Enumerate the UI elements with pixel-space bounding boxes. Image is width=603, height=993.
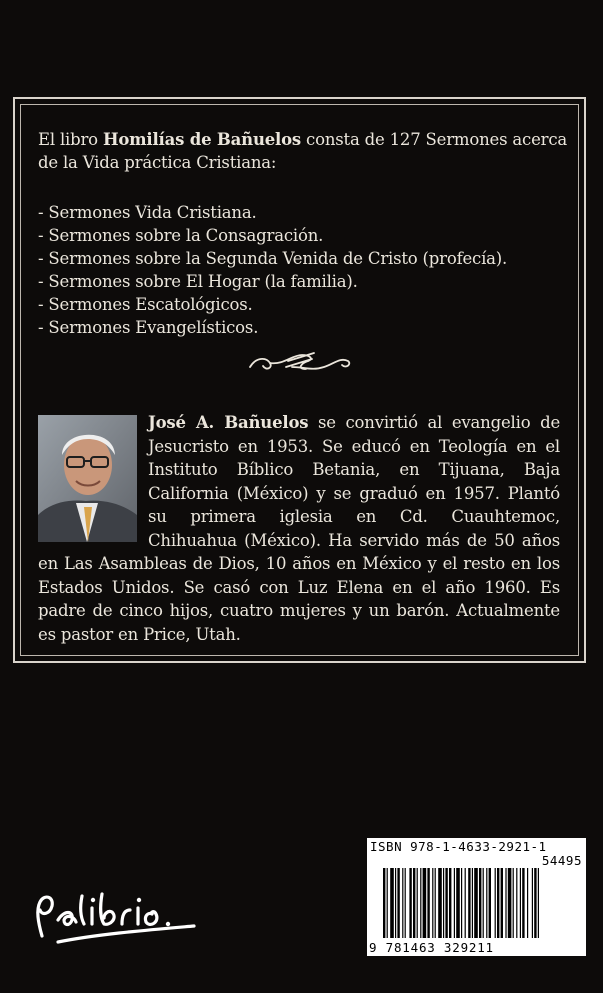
- barcode-bar: [461, 868, 462, 938]
- barcode-bars: [367, 838, 586, 956]
- list-item: - Sermones Escatológicos.: [38, 295, 253, 314]
- barcode-bar: [390, 868, 394, 938]
- barcode-bar: [413, 868, 415, 938]
- barcode-bar: [432, 868, 433, 938]
- barcode-bar: [435, 868, 436, 938]
- barcode-bar: [438, 868, 442, 938]
- barcode-bar: [474, 868, 478, 938]
- isbn-barcode: [367, 838, 586, 956]
- barcode-bar: [489, 868, 491, 938]
- book-title: Homilías de Bañuelos: [102, 130, 302, 149]
- list-item: - Sermones Evangelísticos.: [38, 318, 259, 337]
- barcode-bar: [527, 868, 528, 938]
- barcode-bar: [505, 868, 506, 938]
- ean-digits: 9 781463 329211: [369, 940, 494, 955]
- barcode-bar: [508, 868, 512, 938]
- author-name: José A. Bañuelos: [148, 413, 309, 432]
- barcode-bar: [402, 868, 403, 938]
- barcode-bar: [420, 868, 421, 938]
- barcode-bar: [449, 868, 451, 938]
- barcode-bar: [516, 868, 517, 938]
- intro-paragraph: [38, 128, 568, 174]
- list-item: - Sermones sobre la Consagración.: [38, 226, 324, 245]
- list-item: - Sermones sobre la Segunda Venida de Cristo (profecía).: [38, 249, 508, 268]
- barcode-bar: [465, 868, 466, 938]
- barcode-bar: [522, 868, 524, 938]
- list-item: - Sermones sobre El Hogar (la familia).: [38, 272, 358, 291]
- barcode-bar: [495, 868, 496, 938]
- barcode-bar: [513, 868, 514, 938]
- author-bio: [38, 411, 560, 646]
- barcode-bar: [454, 868, 455, 938]
- flourish-ornament-icon: [248, 347, 352, 375]
- barcode-bar: [383, 868, 385, 938]
- barcode-bar: [520, 868, 521, 938]
- barcode-bar: [534, 868, 536, 938]
- intro-prefix: El libro: [38, 130, 103, 149]
- barcode-bar: [456, 868, 460, 938]
- barcode-bar: [423, 868, 427, 938]
- barcode-bar: [497, 868, 499, 938]
- barcode-bar: [486, 868, 487, 938]
- barcode-bar: [397, 868, 399, 938]
- barcode-bar: [405, 868, 406, 938]
- barcode-bar: [395, 868, 396, 938]
- bio-text: se convirtió al evangelio de Jesucristo en 1953. Se educó en Teología en el Instituto Bíblico Betania, en Tijuana, Baja California (México) y se graduó en 1957. Plantó su primera iglesia en Cd. Cuauhtemoc, Chihuahua (México). Ha servido más de 50 años en Las Asambleas de Dios, 10 años en México y el resto en los Estados Unidos. Se casó con Luz Elena en el año 1960. Es padre de cinco hijos, cuatro mujeres y un barón. Actualmente es pastor en Price, Utah.: [38, 413, 561, 644]
- barcode-bar: [443, 868, 444, 938]
- palibrio-logo: [28, 880, 200, 950]
- barcode-bar: [538, 868, 539, 938]
- price-code: 54495: [541, 853, 582, 868]
- intro-suffix: consta de 127 Sermones acerca de la Vida práctica Cristiana:: [38, 130, 567, 172]
- barcode-bar: [409, 868, 411, 938]
- barcode-bar: [501, 868, 503, 938]
- barcode-bar: [479, 868, 481, 938]
- barcode-bar: [427, 868, 429, 938]
- barcode-bar: [387, 868, 388, 938]
- barcode-bar: [532, 868, 533, 938]
- barcode-bar: [417, 868, 418, 938]
- barcode-bar: [445, 868, 447, 938]
- isbn-label: ISBN 978-1-4633-2921-1: [370, 839, 547, 854]
- barcode-bar: [472, 868, 473, 938]
- list-item: - Sermones Vida Cristiana.: [38, 203, 257, 222]
- sermon-list: [38, 201, 568, 339]
- barcode-bar: [483, 868, 484, 938]
- barcode-bar: [468, 868, 470, 938]
